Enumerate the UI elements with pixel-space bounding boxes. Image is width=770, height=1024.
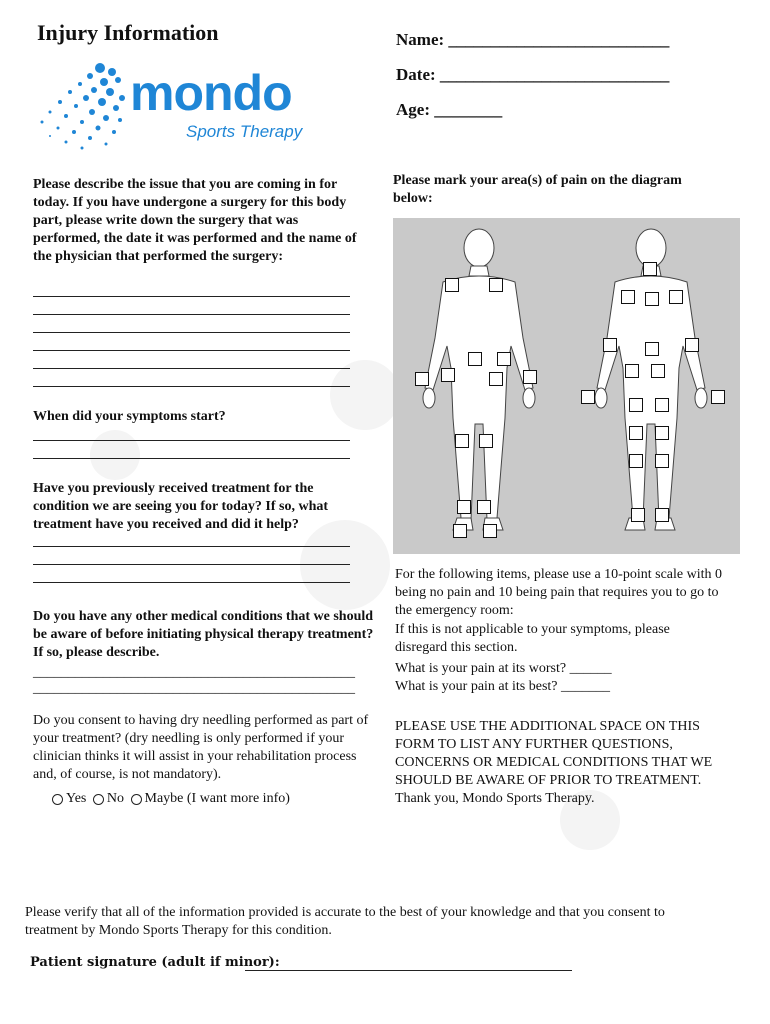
radio-no[interactable]: No bbox=[93, 790, 124, 808]
pain-box-front-hip-left[interactable] bbox=[497, 352, 511, 366]
pain-box-back-hamstring-right[interactable] bbox=[655, 398, 669, 412]
answer-line[interactable] bbox=[33, 564, 350, 565]
pain-box-front-foot-left[interactable] bbox=[483, 524, 497, 538]
answer-line[interactable] bbox=[33, 314, 350, 315]
pain-box-front-ankle-left[interactable] bbox=[477, 500, 491, 514]
pain-box-front-foot-right[interactable] bbox=[453, 524, 467, 538]
name-field[interactable]: Name: __________________________ bbox=[396, 30, 670, 49]
pain-box-back-glute-right[interactable] bbox=[651, 364, 665, 378]
answer-line[interactable] bbox=[33, 368, 350, 369]
question-symptoms-start: When did your symptoms start? bbox=[33, 409, 226, 424]
pain-box-back-calf-right[interactable] bbox=[655, 454, 669, 468]
radio-circle-icon bbox=[93, 794, 104, 805]
pain-box-back-heel-right[interactable] bbox=[655, 508, 669, 522]
question-medical-conditions: Do you have any other medical conditions that we should be aware of before initiating physical therapy treatment? If so, please describe. bbox=[33, 609, 374, 660]
pain-best-field[interactable]: What is your pain at its best? _______ bbox=[395, 679, 611, 694]
pain-box-front-hip-right[interactable] bbox=[468, 352, 482, 366]
pain-box-back-hand-left[interactable] bbox=[581, 390, 595, 404]
pain-scale-instructions: For the following items, please use a 10-point scale with 0 being no pain and 10 being pain that requires you to go to the emergency room: bbox=[395, 567, 722, 618]
pain-box-back-heel-left[interactable] bbox=[631, 508, 645, 522]
diagram-prompt: Please mark your area(s) of pain on the diagram below: bbox=[393, 173, 682, 206]
additional-space-note: PLEASE USE THE ADDITIONAL SPACE ON THIS FORM TO LIST ANY FURTHER QUESTIONS, CONCERNS OR MEDICAL CONDITIONS THAT WE SHOULD BE AWARE OF PRIOR TO TREATMENT. Thank you, Mondo Sports Therapy. bbox=[395, 719, 713, 806]
answer-line[interactable] bbox=[33, 332, 350, 333]
pain-box-back-glute-left[interactable] bbox=[625, 364, 639, 378]
answer-line[interactable] bbox=[33, 386, 350, 387]
answer-line-text[interactable]: ______________________________________________ bbox=[33, 665, 355, 680]
page-title: Injury Information bbox=[37, 20, 219, 45]
radio-yes[interactable]: Yes bbox=[52, 790, 86, 808]
radio-maybe[interactable]: Maybe (I want more info) bbox=[131, 790, 290, 808]
pain-box-back-elbow-right[interactable] bbox=[685, 338, 699, 352]
pain-box-back-shoulder-left[interactable] bbox=[621, 290, 635, 304]
pain-box-front-wrist-left[interactable] bbox=[523, 370, 537, 384]
answer-line[interactable] bbox=[33, 582, 350, 583]
mondo-logo bbox=[30, 58, 330, 158]
body-outline-icon bbox=[393, 218, 740, 554]
dry-needling-options bbox=[52, 790, 293, 811]
answer-line[interactable] bbox=[33, 440, 350, 441]
verification-statement: Please verify that all of the information provided is accurate to the best of your knowledge and that you consent to treatment by Mondo Sports Therapy for this condition. bbox=[25, 905, 665, 938]
radio-circle-icon bbox=[52, 794, 63, 805]
pain-box-back-elbow-left[interactable] bbox=[603, 338, 617, 352]
date-field[interactable]: Date: ___________________________ bbox=[396, 65, 670, 84]
pain-box-back-hamstring-left[interactable] bbox=[629, 398, 643, 412]
pain-box-front-shoulder-right[interactable] bbox=[445, 278, 459, 292]
pain-box-back-neck[interactable] bbox=[643, 262, 657, 276]
signature-label: Patient signature (adult if minor): bbox=[30, 955, 280, 970]
pain-box-back-lower-back[interactable] bbox=[645, 342, 659, 356]
question-issue: Please describe the issue that you are coming in for today. If you have undergone a surgery for this body part, please write down the surgery that was performed, the date it was performed and the name of the physician that performed the surgery: bbox=[33, 177, 357, 264]
pain-box-front-groin[interactable] bbox=[489, 372, 503, 386]
answer-line[interactable] bbox=[33, 546, 350, 547]
question-previous-treatment: Have you previously received treatment for the condition we are seeing you for today? If so, what treatment have you received and did it help? bbox=[33, 481, 329, 532]
age-field[interactable]: Age: ________ bbox=[396, 100, 503, 119]
watermark-dot bbox=[90, 430, 140, 480]
pain-box-front-knee-right[interactable] bbox=[455, 434, 469, 448]
pain-box-back-upper-back[interactable] bbox=[645, 292, 659, 306]
pain-box-front-wrist-right[interactable] bbox=[415, 372, 429, 386]
pain-box-back-knee-right[interactable] bbox=[655, 426, 669, 440]
logo-wordmark: mondo bbox=[130, 65, 292, 121]
pain-box-back-calf-left[interactable] bbox=[629, 454, 643, 468]
answer-line[interactable] bbox=[33, 296, 350, 297]
pain-box-front-hand-right[interactable] bbox=[441, 368, 455, 382]
logo-subtitle: Sports Therapy bbox=[186, 122, 303, 141]
answer-line-text[interactable]: ______________________________________________ bbox=[33, 681, 355, 696]
pain-worst-field[interactable]: What is your pain at its worst? ______ bbox=[395, 661, 612, 676]
not-applicable-note: If this is not applicable to your symptoms, please disregard this section. bbox=[395, 622, 670, 655]
answer-line[interactable] bbox=[33, 350, 350, 351]
pain-box-front-shoulder-left[interactable] bbox=[489, 278, 503, 292]
answer-line[interactable] bbox=[33, 458, 350, 459]
question-dry-needling: Do you consent to having dry needling performed as part of your treatment? (dry needling is only performed if your clinician thinks it will assist in your rehabilitation process and, of course, is not mandatory). bbox=[33, 713, 369, 782]
pain-box-back-knee-left[interactable] bbox=[629, 426, 643, 440]
pain-box-back-hand-right[interactable] bbox=[711, 390, 725, 404]
pain-box-front-ankle-right[interactable] bbox=[457, 500, 471, 514]
signature-line[interactable] bbox=[245, 970, 572, 971]
body-diagram bbox=[393, 218, 740, 554]
pain-box-back-shoulder-right[interactable] bbox=[669, 290, 683, 304]
radio-circle-icon bbox=[131, 794, 142, 805]
pain-box-front-knee-left[interactable] bbox=[479, 434, 493, 448]
